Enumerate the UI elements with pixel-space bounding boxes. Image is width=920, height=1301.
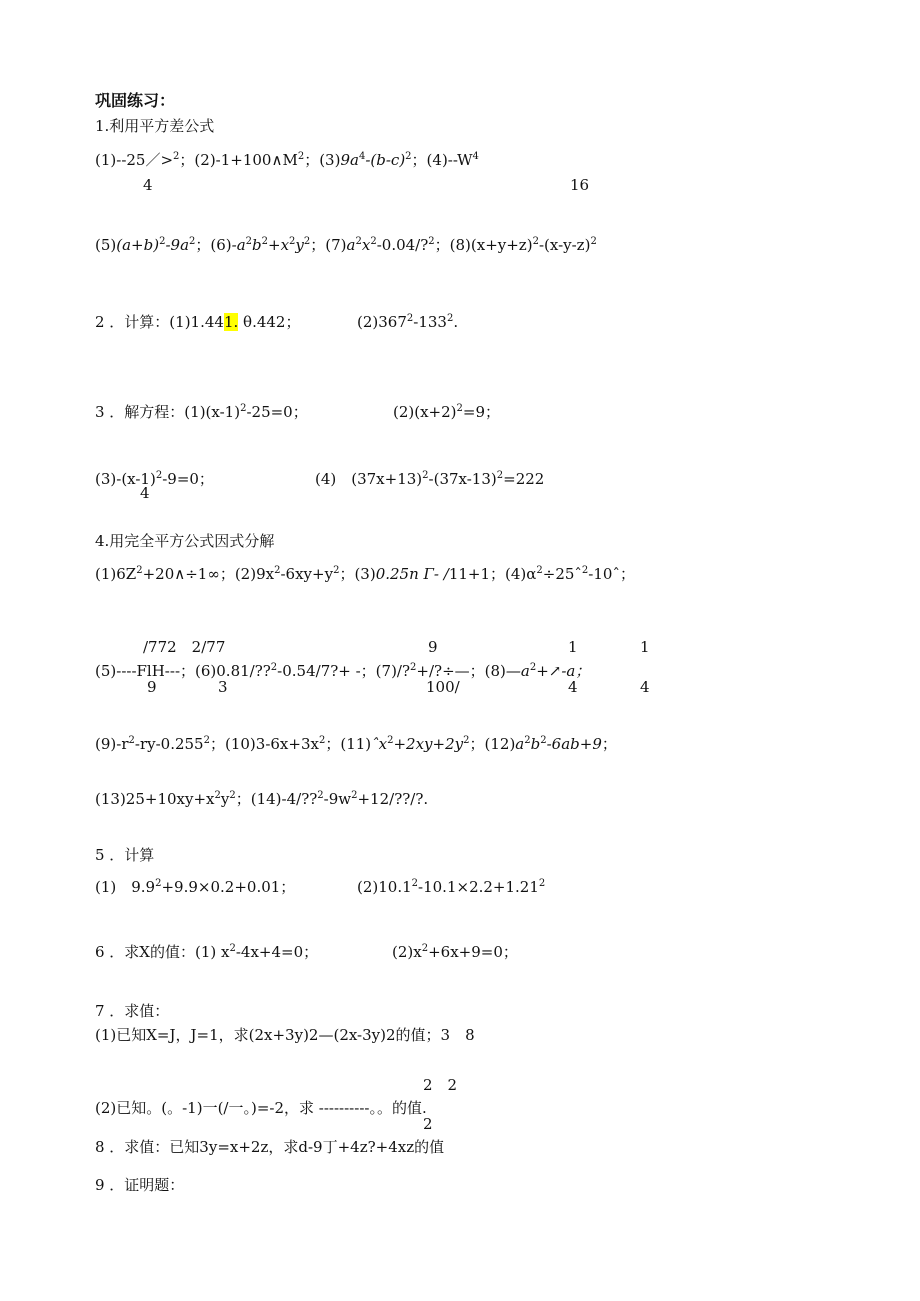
- q4-numerator-1: /772 2/77: [143, 638, 226, 656]
- q1-denominator-2: 16: [570, 176, 590, 194]
- q4-line4: $(13)25+10xy+x^2y^2$；$(14)-4/??^2-9w^2+12/??/$?.: [95, 790, 429, 808]
- q5-part2: $(2)10.1^2-10.1\times 2.2+1.21^2$: [357, 878, 546, 896]
- q8-line: 8 ．求值：已知3y=x+2z，求d-9丁+4z?+4xz的值: [95, 1138, 445, 1156]
- highlight-mark: 1.: [223, 313, 239, 331]
- q7-numerator: 2 2: [423, 1076, 458, 1094]
- q4-numerator-2: 9: [428, 638, 438, 656]
- q3-denominator: 4: [140, 484, 150, 502]
- q4-denominator-3: 100/: [426, 678, 460, 696]
- q2-part2: $(2)367^2-133^2$.: [357, 313, 459, 331]
- q4-denominator-5: 4: [640, 678, 650, 696]
- q3-line2b: (4) $(37x+13)^2-(37x-13)^2=222$: [315, 470, 545, 488]
- q1-line2: $(5)(a+b)^2-9a^2$；$(6)-a^2b^2+x^2y^2$；$(7)a^2x^2-0.04/?^2$；$(8)(x+y+z)^2-(x-y-z)^2$: [95, 236, 597, 254]
- q3-line1b: $(2)(x+2)^2=9$；: [393, 403, 501, 421]
- q7-line2: (2)已知。(。-1)一(/一。)=-2，求 ----------。。的值.: [95, 1099, 427, 1117]
- q4-line2: (5)----FlH---；(6)0.81/??$^2$-0.54/7?+ -；(7)/?$^2$+/?÷—；$(8)—a^2+↗-a$；: [95, 662, 591, 680]
- q4-line1: $(1)6Z^2+20\wedge\div 1\infty$；$(2)9x^2-6xy+y^2$；(3)0.25n Γ- /11+1；$(4)\alpha^2\div 25ˆ^2-10ˆ$；: [95, 565, 635, 583]
- q3-line1a: 3 ．解方程：$(1)(x-1)^2-25=0$；: [95, 403, 308, 421]
- q7-denominator: 2: [423, 1115, 433, 1133]
- q9-line: 9 ．证明题：: [95, 1176, 185, 1194]
- q4-denominator-1: 9: [147, 678, 157, 696]
- q5-title: 5 ．计算: [95, 846, 155, 864]
- q7-line1: (1)已知X=J，J=1，求(2x+3y)2—(2x-3y)2的值；3 8: [95, 1026, 475, 1044]
- q4-numerator-4: 1: [640, 638, 650, 656]
- q3-line2a: $(3)-(x-1)^2-9=0$；: [95, 470, 214, 488]
- page-title: 巩固练习：: [95, 91, 176, 110]
- q1-title: 1.利用平方差公式: [95, 117, 215, 135]
- q4-line3: $(9)-r^2-ry-0.255^2$；$(10)3-6x+3x^2$；$(11)ˆx^2+2xy+2y^2$；$(12)a^2b^2-6ab+9$；: [95, 735, 617, 753]
- q1-line1: (1)--25／>$^2$；$(2)-1+100\wedge M^2$；$(3)9a^4-(b-c)^2$；$(4)--W^4$: [95, 151, 479, 169]
- q6-part1: 6 ．求X的值：(1) $x^2-4x+4=0$；: [95, 943, 319, 961]
- q5-part1: (1) $9.9^2+9.9\times 0.2+0.01$；: [95, 878, 296, 896]
- q1-denominator-1: 4: [143, 176, 153, 194]
- q4-title: 4.用完全平方公式因式分解: [95, 532, 275, 550]
- q2-line: 2 ．计算：(1)1.441. θ.442；: [95, 313, 301, 331]
- q4-denominator-4: 4: [568, 678, 578, 696]
- q4-denominator-2: 3: [218, 678, 228, 696]
- q7-title: 7 ．求值：: [95, 1002, 170, 1020]
- q6-part2: $(2)x^2+6x+9=0$；: [392, 943, 518, 961]
- q4-numerator-3: 1: [568, 638, 578, 656]
